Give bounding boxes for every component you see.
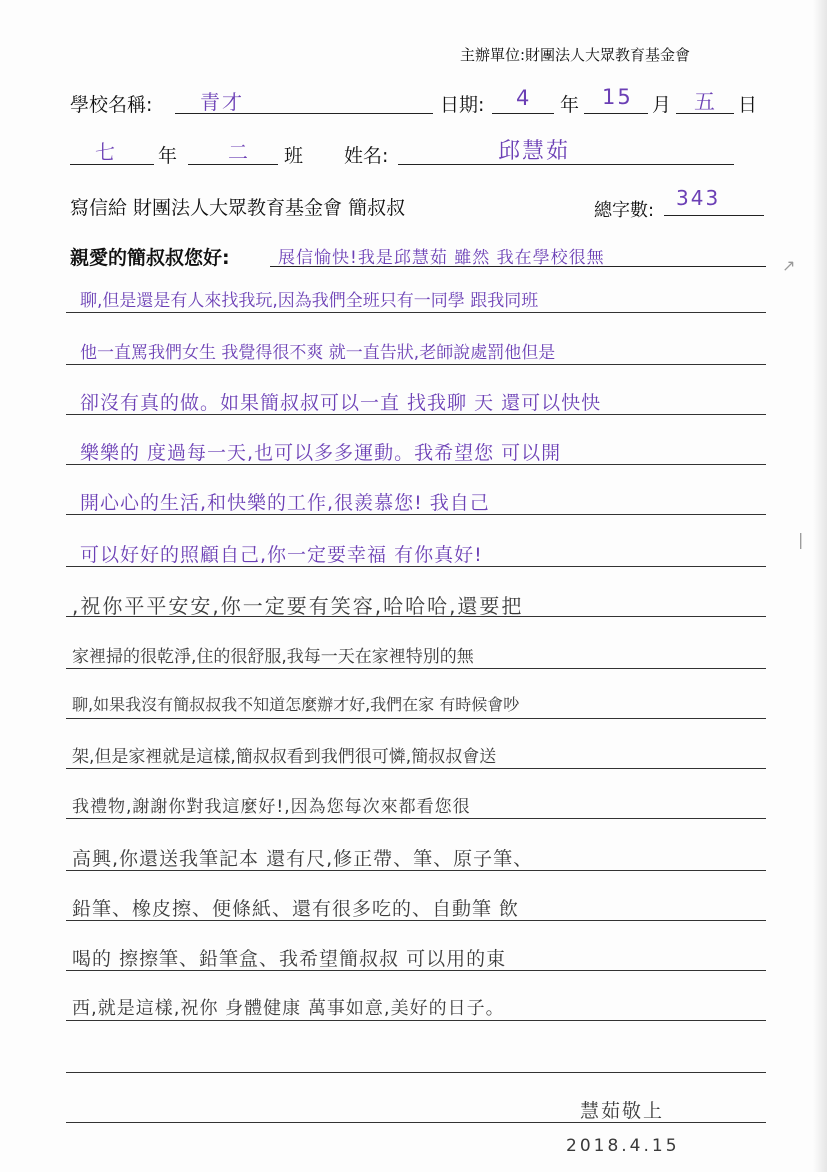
ruled-line bbox=[66, 1072, 766, 1073]
grade-value: 七 bbox=[95, 140, 117, 164]
letter-line: 可以好好的照顧自己,你一定要幸福 有你真好! bbox=[80, 544, 483, 566]
month-underline bbox=[492, 113, 554, 114]
date-label: 日期: bbox=[440, 94, 485, 116]
day-value: 15 bbox=[602, 85, 633, 109]
name-value: 邱慧茹 bbox=[498, 139, 571, 164]
letter-line: 開心心的生活,和快樂的工作,很羨慕您! 我自己 bbox=[80, 492, 490, 514]
ruled-line bbox=[66, 312, 766, 313]
ruled-line bbox=[66, 818, 766, 819]
letter-line: 我禮物,謝謝你對我這麼好!,因為您每次來都看您很 bbox=[72, 797, 471, 817]
letter-line: 家裡掃的很乾淨,住的很舒服,我每一天在家裡特別的無 bbox=[72, 647, 474, 667]
closing-date: 2018.4.15 bbox=[566, 1136, 680, 1156]
letter-line: 架,但是家裡就是這樣,簡叔叔看到我們很可憐,簡叔叔會送 bbox=[72, 747, 497, 767]
school-label: 學校名稱: bbox=[70, 94, 153, 116]
grade-label: 年 bbox=[158, 145, 178, 167]
letter-line: 樂樂的 度過每一天,也可以多多運動。我希望您 可以開 bbox=[80, 442, 562, 464]
letter-line: 卻沒有真的做。如果簡叔叔可以一直 找我聊 天 還可以快快 bbox=[80, 392, 602, 414]
closing-signature: 慧茹敬上 bbox=[580, 1100, 665, 1122]
wordcount-value: 343 bbox=[676, 186, 721, 210]
school-value: 青才 bbox=[200, 90, 244, 114]
letter-line: 喝的 擦擦筆、鉛筆盒、我希望簡叔叔 可以用的東 bbox=[72, 948, 507, 970]
margin-mark: ↗ bbox=[782, 256, 796, 275]
weekday-label: 日 bbox=[738, 94, 758, 116]
margin-mark: | bbox=[798, 530, 804, 549]
ruled-line bbox=[66, 1020, 766, 1021]
greeting: 親愛的簡叔叔您好: bbox=[70, 247, 230, 269]
weekday-value: 五 bbox=[694, 90, 717, 114]
wordcount-underline bbox=[664, 215, 764, 216]
ruled-line bbox=[66, 768, 766, 769]
organizer-label: 主辦單位:財團法人大眾教育基金會 bbox=[460, 46, 691, 64]
ruled-line bbox=[66, 668, 766, 669]
name-label: 姓名: bbox=[344, 145, 389, 167]
letter-line: 他一直罵我們女生 我覺得很不爽 就一直告狀,老師說處罰他但是 bbox=[80, 343, 556, 363]
ruled-line bbox=[66, 364, 766, 365]
letter-line: 展信愉快!我是邱慧茹 雖然 我在學校很無 bbox=[278, 248, 605, 268]
day-underline bbox=[584, 113, 648, 114]
letter-line: 聊,但是還是有人來找我玩,因為我們全班只有一同學 跟我同班 bbox=[80, 291, 539, 311]
letter-line: 鉛筆、橡皮擦、便條紙、還有很多吃的、自動筆 飲 bbox=[72, 898, 520, 920]
day-label: 月 bbox=[652, 94, 672, 116]
class-value: 二 bbox=[228, 140, 250, 164]
letter-line: ,祝你平平安安,你一定要有笑容,哈哈哈,還要把 bbox=[72, 594, 524, 618]
ruled-line bbox=[66, 718, 766, 719]
letter-line: 高興,你還送我筆記本 還有尺,修正帶、筆、原子筆、 bbox=[72, 848, 534, 870]
class-label: 班 bbox=[284, 145, 304, 167]
month-value: 4 bbox=[516, 86, 532, 110]
page-edge-shadow bbox=[813, 0, 827, 1172]
letter-recipient: 寫信給 財團法人大眾教育基金會 簡叔叔 bbox=[70, 197, 406, 219]
letter-line: 聊,如果我沒有簡叔叔我不知道怎麼辦才好,我們在家 有時候會吵 bbox=[72, 695, 520, 714]
wordcount-label: 總字數: bbox=[594, 200, 655, 221]
letter-line: 西,就是這樣,祝你 身體健康 萬事如意,美好的日子。 bbox=[72, 998, 505, 1019]
month-label: 年 bbox=[560, 94, 580, 116]
